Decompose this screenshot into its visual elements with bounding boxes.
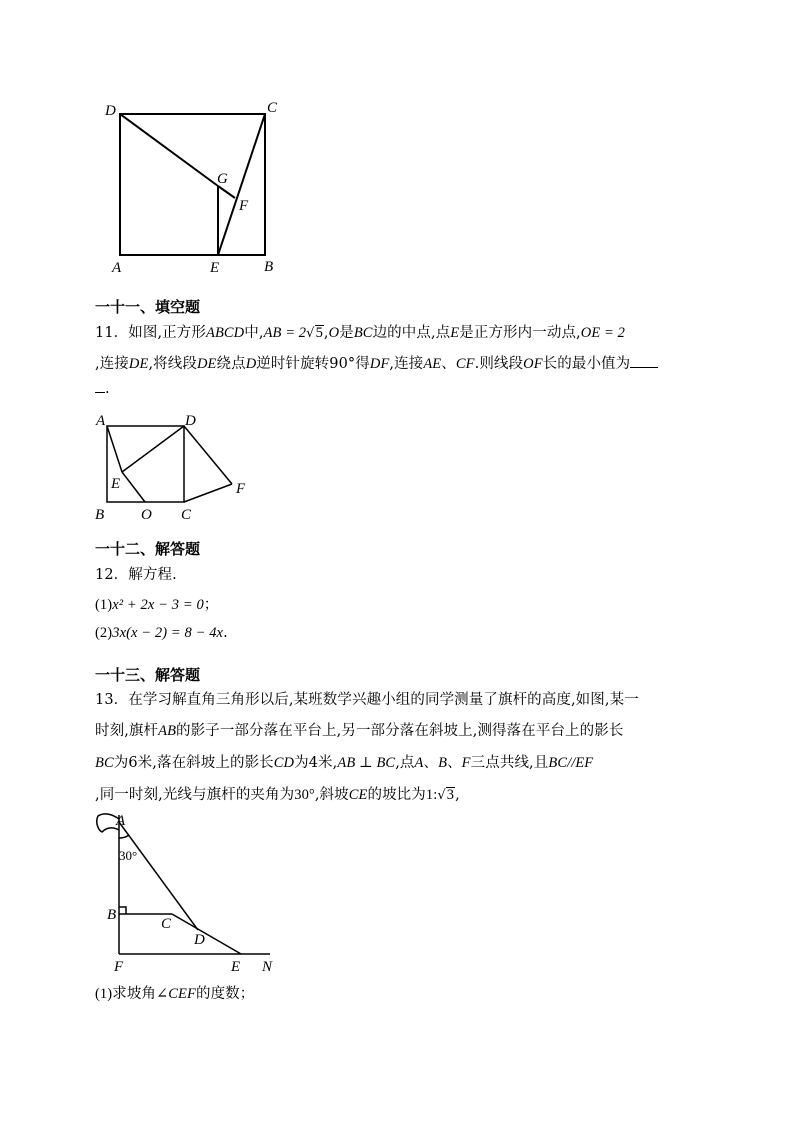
- q11-text: ,: [323, 325, 329, 341]
- q13-text: 在学习解直角三角形以后,某班数学兴趣小组的同学测量了旗杆的高度,如图,某一: [128, 692, 639, 708]
- math-a: A: [414, 755, 424, 771]
- q13-line-3: [95, 751, 593, 772]
- sub-number: (1): [95, 986, 113, 1002]
- math-df: DF: [369, 356, 390, 372]
- q11-text: 是正方形内一动点,: [459, 325, 581, 341]
- section-12-heading: 一十二、解答题: [95, 540, 201, 558]
- q13-line-2: [95, 719, 623, 740]
- eq-end: ；: [203, 597, 219, 613]
- q12-equation-2: [95, 625, 228, 642]
- eq-number: (2): [95, 625, 113, 641]
- label-a: A: [116, 813, 126, 829]
- eq-end: .: [223, 625, 228, 641]
- label-d: D: [105, 103, 116, 119]
- q11-text: 边的中点,点: [372, 325, 451, 341]
- math-bc: BC: [95, 755, 114, 771]
- q11-text: 绕点: [216, 356, 246, 372]
- q11-text: ,连接: [389, 356, 424, 372]
- equation-1: x² + 2x − 3 = 0: [112, 597, 204, 613]
- q11-text: .: [105, 381, 110, 397]
- q11-text: ,将线段: [148, 356, 197, 372]
- q11-number: 11．: [95, 325, 129, 341]
- math-oe-eq: OE = 2: [580, 325, 625, 341]
- math-de: DE: [196, 356, 217, 372]
- label-f: F: [114, 959, 124, 975]
- math-abcd: ABCD: [205, 325, 245, 341]
- q13-line-4: [95, 783, 460, 804]
- q13-text: 的影子一部分落在平台上,另一部分落在斜坡上,测得落在平台上的影长: [176, 723, 624, 739]
- q13-sub-1: [95, 982, 254, 1003]
- math-e: E: [450, 325, 460, 341]
- label-e: E: [231, 959, 241, 975]
- square-abcd: [120, 114, 265, 255]
- math-de: DE: [128, 356, 149, 372]
- figure-1-square: [95, 95, 295, 285]
- q13-text: ,同一时刻,光线与旗杆的夹角为: [95, 787, 295, 803]
- section-11-heading: 一十一、填空题: [95, 298, 201, 316]
- q11-line-3: [95, 380, 110, 397]
- q12-text: 解方程.: [128, 567, 177, 583]
- label-d: D: [185, 413, 196, 429]
- label-b: B: [264, 259, 274, 275]
- segment-dg: [120, 114, 218, 186]
- label-f: F: [239, 198, 249, 214]
- q11-text: 、: [441, 356, 456, 372]
- segment-gf: [218, 186, 235, 198]
- segment-df: [184, 426, 232, 484]
- label-n: N: [262, 959, 273, 975]
- math-ratio: 1:: [425, 787, 438, 803]
- q13-text: 的坡比为: [367, 787, 426, 803]
- segment-de: [122, 426, 184, 472]
- q13-text: 三点共线,且: [470, 755, 549, 771]
- answer-blank-continued[interactable]: [95, 380, 105, 393]
- math-bc: BC: [353, 325, 373, 341]
- math-30-degrees: 30°: [294, 787, 315, 803]
- q12-intro: [95, 563, 177, 584]
- math-b: B: [438, 755, 448, 771]
- q11-text: 如图,正方形: [128, 325, 206, 341]
- section-13-heading: 一十三、解答题: [95, 666, 201, 684]
- label-d: D: [194, 932, 205, 948]
- label-f: F: [236, 481, 246, 497]
- q13-text: ,点: [395, 755, 415, 771]
- label-b: B: [107, 907, 117, 923]
- segment-eo: [122, 472, 145, 502]
- math-ab: AB: [158, 723, 177, 739]
- q11-text: 长的最小值为: [542, 356, 631, 372]
- math-d: D: [245, 356, 257, 372]
- q12-equation-1: [95, 593, 218, 614]
- label-g: G: [217, 171, 228, 187]
- label-b: B: [95, 507, 105, 523]
- math-ae: AE: [423, 356, 442, 372]
- label-a: A: [96, 413, 106, 429]
- q13-text: 为4米,: [294, 755, 338, 771]
- right-angle-mark: [119, 907, 126, 914]
- q13-line-1: [95, 688, 639, 709]
- q13-text: ,: [455, 787, 460, 803]
- math-f: F: [461, 755, 471, 771]
- q13-text: 求坡角: [112, 986, 157, 1002]
- angle-arc-30: [119, 835, 129, 838]
- eq-number: (1): [95, 597, 113, 613]
- label-e: E: [210, 260, 220, 276]
- label-c: C: [267, 100, 278, 116]
- math-sqrt3: 3: [446, 787, 455, 803]
- q13-text: 、: [423, 755, 439, 771]
- math-cd: CD: [273, 755, 295, 771]
- q13-number: 13．: [95, 692, 129, 708]
- math-ce: CE: [348, 787, 368, 803]
- q13-text: 时刻,旗杆: [95, 723, 159, 739]
- q11-line-1: [95, 321, 625, 342]
- sqrt-symbol: √: [437, 788, 446, 803]
- math-bc-parallel-ef: BC//EF: [548, 755, 594, 771]
- q11-text: .则线段: [474, 356, 524, 372]
- figure-3-flagpole: [90, 810, 290, 980]
- math-cf: CF: [455, 356, 475, 372]
- math-ab-perp-bc: AB ⊥ BC: [337, 755, 396, 771]
- q11-text: 是: [339, 325, 354, 341]
- q13-text: 的度数；: [195, 986, 255, 1002]
- math-of: OF: [523, 356, 543, 372]
- answer-blank[interactable]: [630, 353, 658, 368]
- slope-ce: [172, 914, 241, 954]
- equation-2: 3x(x − 2) = 8 − 4x: [112, 625, 224, 641]
- math-ab-eq: AB = 2: [263, 325, 307, 341]
- math-sqrt5: 5: [315, 325, 323, 341]
- q12-number: 12．: [95, 567, 129, 583]
- label-e: E: [111, 476, 121, 492]
- q13-text: 、: [447, 755, 462, 771]
- math-angle-cef: ∠CEF: [156, 986, 196, 1002]
- segment-cf: [184, 484, 232, 502]
- q11-text: 中,: [244, 325, 264, 341]
- figure-2-square: [90, 408, 260, 523]
- sqrt-symbol: √: [306, 326, 315, 341]
- label-c: C: [181, 507, 192, 523]
- q13-text: ,斜坡: [314, 787, 349, 803]
- math-o: O: [328, 325, 340, 341]
- segment-ae: [107, 426, 122, 472]
- q11-text: 逆时针旋转90°得: [256, 356, 370, 372]
- label-30-degrees: 30°: [119, 848, 138, 863]
- q13-text: 为6米,落在斜坡上的影长: [113, 755, 274, 771]
- q11-text: ,连接: [95, 356, 129, 372]
- label-c: C: [161, 916, 172, 932]
- label-o: O: [141, 507, 152, 523]
- q11-line-2: [95, 352, 658, 373]
- label-a: A: [112, 260, 122, 276]
